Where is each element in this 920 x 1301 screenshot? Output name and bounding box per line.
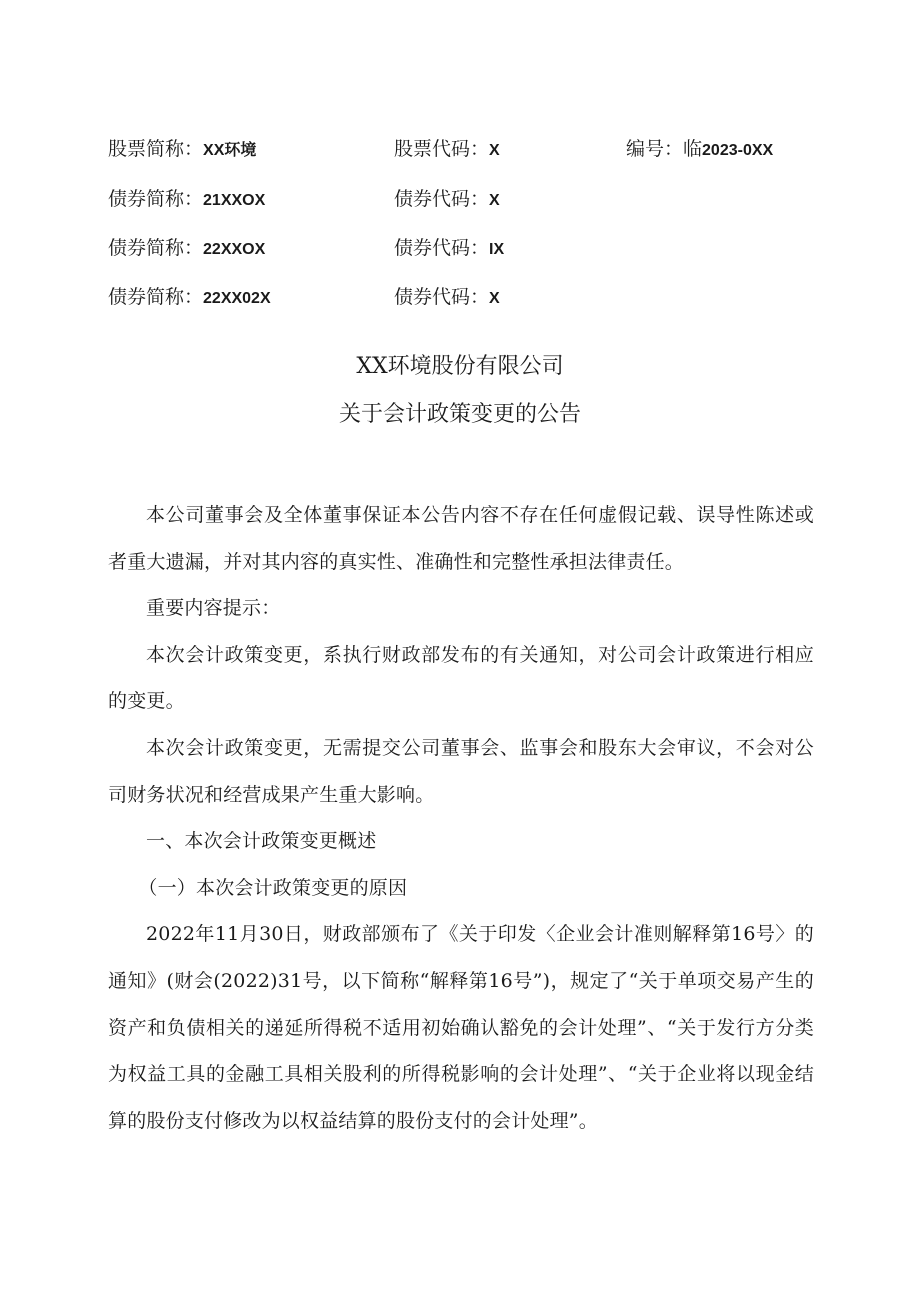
stock-short-name: 股票简称：XX环境 [108, 138, 257, 160]
announcement-title: 关于会计政策变更的公告 [338, 402, 581, 427]
meta-row-bond-2 [108, 233, 828, 263]
bond-short-name: 债券简称：21XXOX [108, 188, 266, 210]
bond-code: 债券代码：IX [394, 237, 505, 259]
disclaimer-paragraph: 本公司董事会及全体董事保证本公告内容不存在任何虚假记载、误导性陈述或者重大遗漏，并对其内容的真实性、准确性和完整性承担法律责任。 [108, 504, 814, 573]
key-point-paragraph: 本次会计政策变更，无需提交公司董事会、监事会和股东大会审议，不会对公司财务状况和经营成果产生重大影响。 [108, 736, 814, 806]
subsection-heading: （一）本次会计政策变更的原因 [138, 876, 408, 899]
meta-row-stock [108, 134, 828, 164]
body-paragraph: 2022年11月30日，财政部颁布了《关于印发〈企业会计准则解释第16号〉的通知》(财会(2022)31号，以下简称“解释第16号”)，规定了“关于单项交易产生的资产和负债相关的递延所得税不适用初始确认豁免的会计处理”、“关于发行方分类为权益工具的金融工具相关股利的所得税影响的会计处理”、“关于企业将以现金结算的股份支付修改为以权益结算的股份支付的会计处理”。 [108, 923, 814, 1132]
bond-short-name: 债券简称：22XX02X [108, 286, 271, 308]
company-name-title: XX环境股份有限公司 [356, 354, 564, 379]
announcement-number: 编号：临2023-0XX [626, 138, 774, 160]
bond-code: 债券代码：X [394, 188, 500, 210]
section-heading: 一、本次会计政策变更概述 [146, 830, 377, 853]
key-point-paragraph: 本次会计政策变更，系执行财政部发布的有关通知，对公司会计政策进行相应的变更。 [108, 643, 814, 713]
key-points-heading: 重要内容提示： [146, 597, 281, 620]
announcement-body [108, 492, 814, 1144]
meta-row-bond-3 [108, 282, 828, 312]
stock-code: 股票代码：X [394, 138, 500, 160]
bond-short-name: 债券简称：22XXOX [108, 237, 266, 259]
meta-row-bond-1 [108, 184, 828, 214]
bond-code: 债券代码：X [394, 286, 500, 308]
